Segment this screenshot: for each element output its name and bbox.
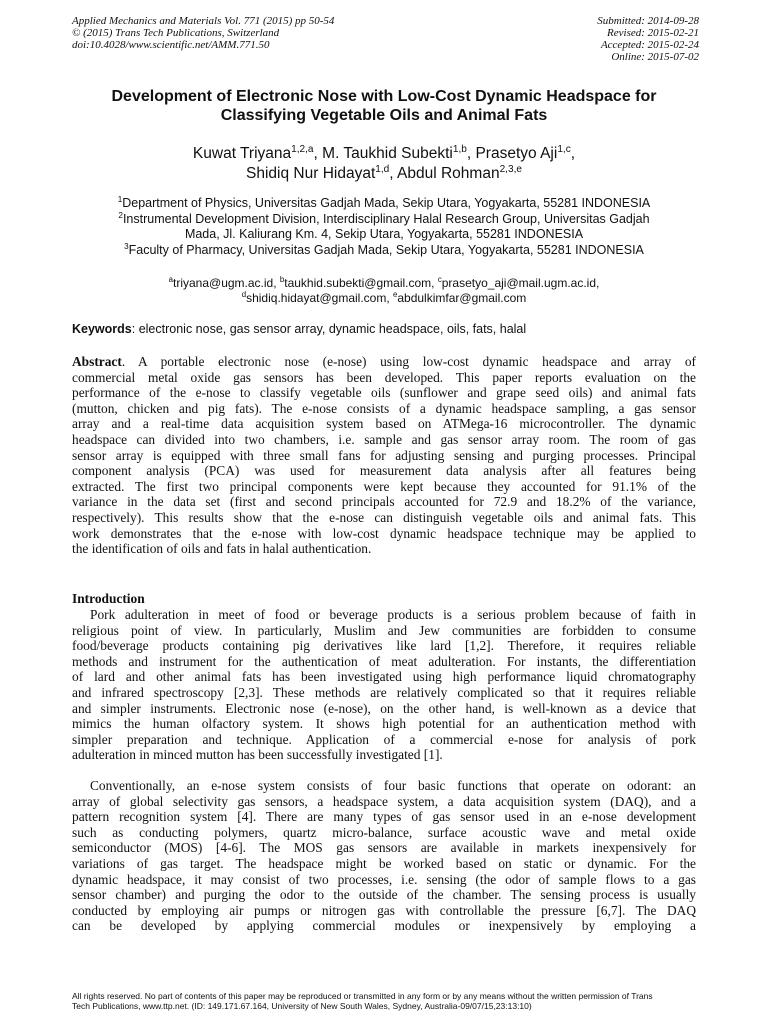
affiliation-text: Instrumental Development Division, Interdisciplinary Halal Research Group, Universitas Gadjah — [122, 211, 650, 226]
body-line: array of global selectivity gas sensors, a headspace system, a data acquisition system (DAQ), and a — [72, 793, 696, 809]
introduction-paragraph — [72, 778, 696, 934]
affiliation-text: Mada, Jl. Kaliurang Km. 4, Sekip Utara, Yogyakarta, 55281 INDONESIA — [184, 227, 584, 241]
footer-line: Tech Publications, www.ttp.net. (ID: 149.171.67.164, University of New South Wales, Sydney, Australia-09/07/15,23:13:10) — [72, 1000, 532, 1011]
body-line: pattern recognition system [4]. There are many types of gas sensor used in an e-nose development — [72, 809, 696, 825]
affiliation-continued — [60, 227, 708, 243]
keywords-label: Keywords — [72, 322, 132, 336]
author-list — [60, 144, 708, 184]
email-address: triyana@ugm.ac.id — [173, 276, 274, 290]
publication-dates — [459, 15, 699, 63]
date-accepted: Accepted: 2015-02-24 — [600, 39, 699, 51]
body-line: variations of gas target. The headspace might be worked based on static or dynamic. For the — [72, 855, 696, 871]
abstract-line: component analysis (PCA) was used for measurement data analysis after all features being — [72, 463, 696, 479]
body-line: simpler preparation and technique. Application of a commercial e-nose for analysis of pork — [72, 731, 696, 747]
abstract-label: Abstract — [72, 354, 122, 369]
author-affiliation-mark: 1,b — [452, 143, 467, 155]
author-name: Kuwat Triyana — [192, 145, 292, 162]
section-heading-introduction: Introduction — [72, 591, 145, 606]
email-address: abdulkimfar@gmail.com — [397, 291, 527, 305]
affiliation-number: 1 — [117, 194, 123, 204]
body-line: methods and instrument for the authentication of meat adulteration. For instants, the differentiation — [72, 653, 696, 669]
abstract-line: array and a real-time data acquisition system based on ATMega-16 microcontroller. The dynamic — [72, 416, 696, 432]
author-name: Abdul Rohman — [397, 165, 500, 182]
body-line: semiconductor (MOS) [4-6]. The MOS gas sensors are available in markets inexpensively for — [72, 840, 696, 856]
copyright-footer — [72, 992, 712, 1011]
affiliation — [60, 243, 708, 259]
paper-title-line: Classifying Vegetable Oils and Animal Fats — [220, 107, 548, 124]
author-affiliation-mark: 1,d — [375, 163, 390, 175]
body-line: and infrared spectroscopy [2,3]. These methods are relatively complicated so that it requires reliable — [72, 684, 696, 700]
body-line: adulteration in minced mutton has been successfully investigated [1]. — [72, 747, 443, 763]
date-submitted: Submitted: 2014-09-28 — [597, 15, 699, 27]
author-affiliation-mark: 1,2,a — [291, 143, 314, 155]
body-line: mimics the human olfactory system. It shows high potential for an authentication method with — [72, 716, 696, 732]
abstract-line: extracted. The first two principal components were kept because they accounted for 91.1% of the — [72, 478, 696, 494]
footer-line: All rights reserved. No part of contents of this paper may be reproduced or transmitted in any form or by any means without the written permission of Trans — [72, 991, 653, 1001]
email-mark: d — [241, 290, 247, 299]
abstract-line: variance in the data set (first and second principals accounted for 72.9 and 18.2% of the variance, — [72, 494, 696, 510]
body-line: conducted by employing air pumps or nitrogen gas with controllable the pressure [6,7]. The DAQ — [72, 902, 696, 918]
keywords-text: : electronic nose, gas sensor array, dynamic headspace, oils, fats, halal — [131, 322, 527, 336]
author-name: Prasetyo Aji — [475, 145, 558, 162]
author-name: Shidiq Nur Hidayat — [246, 165, 376, 182]
body-line: Pork adulteration in meet of food or beverage products is a serious problem because of faith in — [90, 607, 696, 622]
body-line: food/beverage products containing pig derivatives like lard [1,2]. Therefore, it requires reliable — [72, 638, 696, 654]
affiliation — [60, 196, 708, 212]
keywords — [72, 322, 696, 337]
abstract-line: work demonstrates that the e-nose with low-cost dynamic headspace technique may be applied to — [72, 525, 696, 541]
introduction-paragraph — [72, 607, 696, 763]
paper-title-line: Development of Electronic Nose with Low-Cost Dynamic Headspace for — [111, 88, 657, 105]
author-name: M. Taukhid Subekti — [322, 145, 453, 162]
body-line: sensor chamber) and purging the odor to the outside of the chamber. The sensing process is usually — [72, 887, 696, 903]
journal-volume: Applied Mechanics and Materials Vol. 771 (2015) pp 50-54 — [72, 15, 335, 27]
affiliation-list — [60, 196, 708, 258]
abstract-line: respectively). This results show that the e-nose can distinguish vegetable oils and animal fats. This — [72, 509, 696, 525]
email-mark: c — [437, 275, 442, 284]
email-line: $^d$shidiq.hidayat@gmail.com, $^e$abdulkimfar@gmail.com — [241, 290, 527, 305]
body-line: and simpler instruments. Electronic nose (e-nose), on the other hand, is well-known as a device that — [72, 700, 696, 716]
abstract-line: performance of the e-nose to classify vegetable oils (sunflower and grape seed oils) and animal fats — [72, 385, 696, 401]
affiliation-number: 3 — [124, 241, 129, 251]
affiliation-text: Department of Physics, Universitas Gadjah Mada, Sekip Utara, Yogyakarta, 55281 INDONESIA — [122, 196, 651, 210]
body-line: such as conducting polymers, quartz micro-balance, surface acoustic wave and metal oxide — [72, 824, 696, 840]
date-online: Online: 2015-07-02 — [611, 51, 699, 63]
email-mark: a — [168, 275, 173, 284]
paper-title — [60, 87, 708, 125]
email-line: $^a$triyana@ugm.ac.id, $^b$taukhid.subekti@gmail.com, $^c$prasetyo_aji@mail.ugm.ac.id, — [168, 275, 600, 290]
email-mark: e — [393, 290, 398, 299]
abstract-line: the identification of oils and fats in halal authentication. — [72, 541, 372, 557]
body-line: Conventionally, an e-nose system consists of four basic functions that operate on odorant: an — [90, 778, 696, 793]
author-line: Kuwat Triyana$^{1,2,a}$, M. Taukhid Subekti$^{1,b}$, Prasetyo Aji$^{1,c}$, — [192, 143, 576, 162]
body-line: can be developed by applying commercial modules or inexpensively by employing a — [72, 918, 696, 934]
author-affiliation-mark: 1,c — [557, 143, 571, 155]
journal-doi: doi:10.4028/www.scientific.net/AMM.771.50 — [72, 39, 270, 51]
email-list — [60, 276, 708, 306]
body-line: dynamic headspace, it may consist of two processes, i.e. sensing (the odor of sample flows to a gas — [72, 871, 696, 887]
body-line: of lard and other animal fats has been investigated using high performance liquid chromatography — [72, 669, 696, 685]
body-line: religious point of view. In particularly, Muslim and Jew communities are forbidden to consume — [72, 622, 696, 638]
email-address: prasetyo_aji@mail.ugm.ac.id — [441, 276, 596, 290]
email-mark: b — [279, 275, 285, 284]
abstract-line: sensor array is equipped with three small fans for adjusting sensing and purging processes. Principal — [72, 447, 696, 463]
abstract-line: commercial metal oxide gas sensors has been developed. This paper reports evaluation on the — [72, 369, 696, 385]
affiliation — [60, 212, 708, 228]
abstract-line: headspace can divided into two chambers, i.e. sample and gas sensor array room. The room of gas — [72, 431, 696, 447]
author-affiliation-mark: 2,3,e — [499, 163, 522, 175]
email-address: taukhid.subekti@gmail.com — [284, 276, 432, 290]
abstract-line: (mutton, chicken and pig fats). The e-nose consists of a dynamic headspace sampling, a gas sensor — [72, 400, 696, 416]
affiliation-text: Faculty of Pharmacy, Universitas Gadjah Mada, Sekip Utara, Yogyakarta, 55281 INDONESIA — [128, 242, 644, 257]
abstract — [72, 354, 696, 557]
author-line: Shidiq Nur Hidayat$^{1,d}$, Abdul Rohman$^{2,3,e}$ — [246, 163, 522, 182]
abstract-text: . A portable electronic nose (e-nose) using low-cost dynamic headspace and array of — [121, 354, 696, 369]
journal-copyright: © (2015) Trans Tech Publications, Switzerland — [72, 27, 280, 39]
email-address: shidiq.hidayat@gmail.com — [246, 291, 387, 305]
journal-citation — [72, 15, 432, 51]
affiliation-number: 2 — [118, 210, 123, 220]
date-revised: Revised: 2015-02-21 — [607, 27, 699, 39]
abstract-line — [72, 354, 696, 370]
